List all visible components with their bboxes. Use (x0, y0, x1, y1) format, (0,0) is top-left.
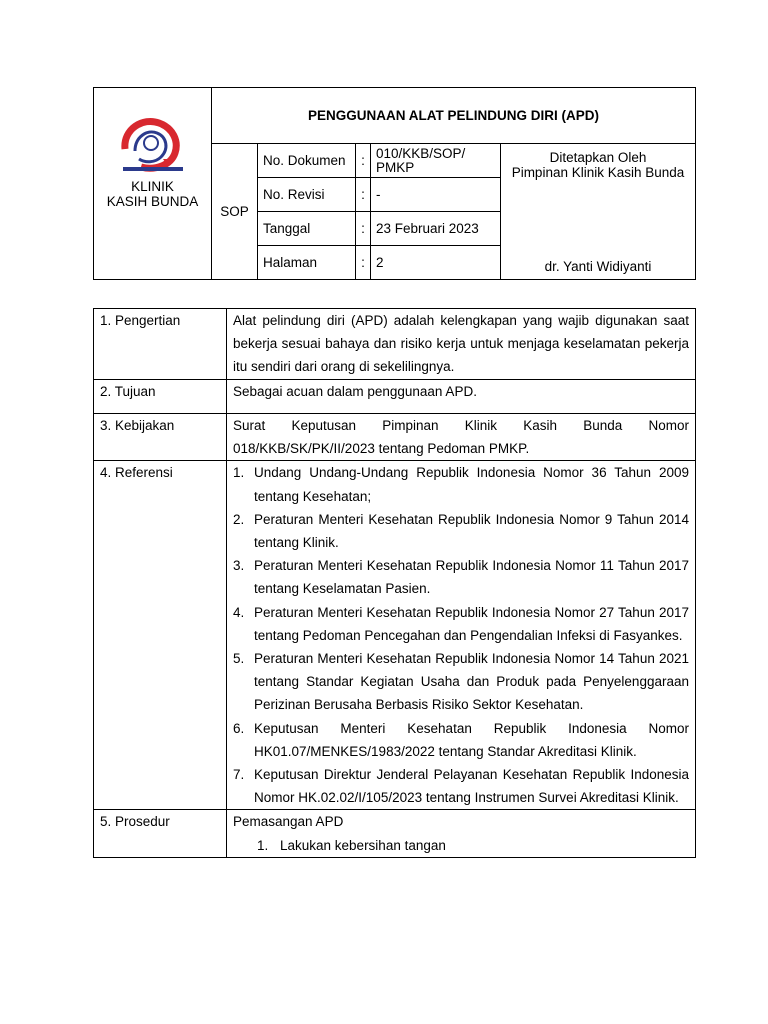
field-colon: : (356, 246, 371, 280)
clinic-identity-cell (94, 88, 212, 280)
section-label: 2. Tujuan (94, 380, 227, 414)
section-row-prosedur (94, 810, 696, 857)
field-colon: : (356, 144, 371, 178)
list-item: 2. Peraturan Menteri Kesehatan Republik Indonesia Nomor 9 Tahun 2014 tentang Klinik. (233, 511, 689, 551)
list-item: 5. Peraturan Menteri Kesehatan Republik Indonesia Nomor 14 Tahun 2021 tentang Standar Kegiatan Usaha dan Produk pada Penyelenggaraan Perizinan Berusaha Berbasis Risiko Sektor Kesehatan. (233, 651, 689, 713)
list-item: 7. Keputusan Direktur Jenderal Pelayanan Kesehatan Republik Indonesia Nomor HK.02.02/I/105/2023 tentang Instrumen Survei Akreditasi Klinik. (233, 767, 689, 806)
section-row-pengertian (94, 309, 696, 380)
section-label: 1. Pengertian (94, 309, 227, 380)
section-text-pengertian: Alat pelindung diri (APD) adalah kelengkapan yang wajib digunakan saat bekerja sesuai bahaya dan risiko kerja untuk menjaga keselamatan pekerja itu sendiri dari orang di sekelilingnya. (227, 309, 696, 380)
sop-content-table (93, 308, 696, 858)
field-colon: : (356, 212, 371, 246)
field-colon: : (356, 178, 371, 212)
section-row-tujuan (94, 380, 696, 414)
list-item: 6. Keputusan Menteri Kesehatan Republik Indonesia Nomor HK01.07/MENKES/1983/2022 tentang Standar Akreditasi Klinik. (233, 720, 689, 759)
approval-line1: Ditetapkan Oleh (549, 150, 647, 165)
sop-label: SOP (212, 144, 258, 280)
reference-list (233, 461, 689, 809)
section-label: 3. Kebijakan (94, 414, 227, 461)
list-item: 4. Peraturan Menteri Kesehatan Republik Indonesia Nomor 27 Tahun 2017 tentang Pedoman Pencegahan dan Pengendalian Infeksi di Fasyankes. (233, 604, 689, 643)
section-content-prosedur (227, 810, 696, 857)
list-item: 3. Peraturan Menteri Kesehatan Republik Indonesia Nomor 11 Tahun 2017 tentang Keselamatan Pasien. (233, 558, 689, 597)
document-header-table (93, 87, 696, 280)
approval-line2: Pimpinan Klinik Kasih Bunda (511, 165, 685, 180)
section-row-referensi (94, 461, 696, 810)
clinic-name (94, 179, 211, 209)
section-label: 4. Referensi (94, 461, 227, 810)
clinic-name-line2: KASIH BUNDA (106, 194, 199, 209)
field-value-page: 2 (371, 246, 501, 280)
approval-cell (501, 144, 696, 280)
field-value-document-no: 010/KKB/SOP/ PMKP (371, 144, 501, 178)
section-list-referensi (227, 461, 696, 810)
section-text-kebijakan: Surat Keputusan Pimpinan Klinik Kasih Bunda Nomor 018/KKB/SK/PK/II/2023 tentang Pedoman PMKP. (227, 414, 696, 461)
field-label-revision: No. Revisi (258, 178, 356, 212)
section-row-kebijakan (94, 414, 696, 461)
field-label-page: Halaman (258, 246, 356, 280)
procedure-step (233, 834, 689, 857)
section-label: 5. Prosedur (94, 810, 227, 857)
document-title: PENGGUNAAN ALAT PELINDUNG DIRI (APD) (212, 88, 696, 144)
step-number: 1. (257, 837, 269, 853)
list-item: 1. Undang Undang-Undang Republik Indonesia Nomor 36 Tahun 2009 tentang Kesehatan; (233, 465, 689, 504)
signatory-name: dr. Yanti Widiyanti (544, 259, 652, 274)
clinic-name-line1: KLINIK (131, 179, 174, 194)
section-text-tujuan: Sebagai acuan dalam penggunaan APD. (227, 380, 696, 414)
field-value-date: 23 Februari 2023 (371, 212, 501, 246)
clinic-logo (117, 109, 189, 175)
procedure-heading: Pemasangan APD (233, 814, 344, 830)
field-value-revision: - (371, 178, 501, 212)
field-label-date: Tanggal (258, 212, 356, 246)
field-label-document-no: No. Dokumen (258, 144, 356, 178)
step-text: Lakukan kebersihan tangan (280, 837, 446, 853)
